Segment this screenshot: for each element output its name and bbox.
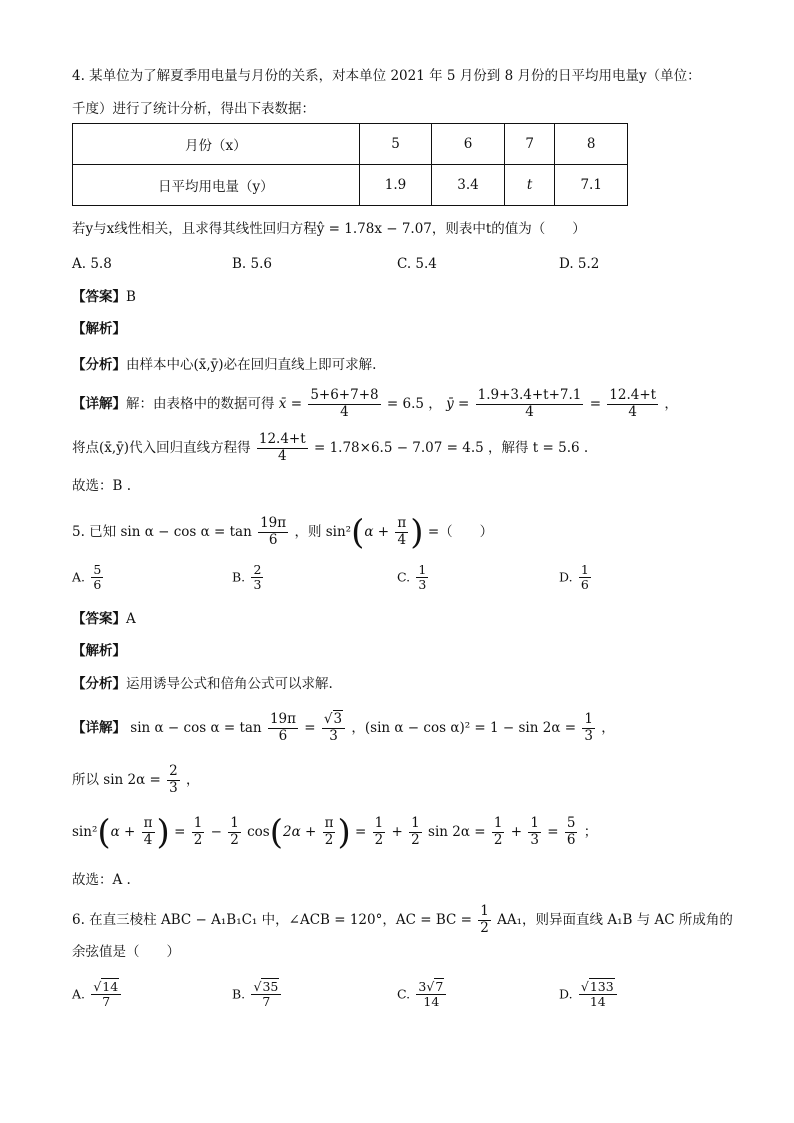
d3-plus: + xyxy=(391,824,403,840)
q6-stem-line2: 余弦值是（ ） xyxy=(72,944,180,960)
fraction-denominator: 3 xyxy=(169,780,178,796)
left-paren: ( xyxy=(97,812,111,853)
d3-pi-half xyxy=(323,816,336,848)
fenxi-tag: 【分析】 xyxy=(72,676,126,692)
fraction-denominator: 2 xyxy=(493,832,503,848)
answer-tag: 【答案】 xyxy=(72,289,126,305)
fraction-numerator: 1 xyxy=(493,815,503,832)
fraction-numerator: 1 xyxy=(480,903,489,920)
fraction-denominator: 2 xyxy=(411,832,420,848)
table-row xyxy=(73,124,628,165)
left-paren: ( xyxy=(269,812,283,853)
fraction-denominator: 6 xyxy=(278,728,288,744)
fraction-numerator: 3√7 xyxy=(416,980,446,995)
d3-inner2: 2α + xyxy=(282,824,317,840)
q4-detail-line2 xyxy=(72,430,588,466)
fraction-numerator: 1 xyxy=(374,815,384,832)
table-cell: t xyxy=(504,165,555,206)
detail-tag: 【详解】 xyxy=(72,396,126,412)
d3-pi-fraction xyxy=(142,816,155,848)
q6-stem-b: AA₁，则异面直线 A₁B 与 AC 所成角的 xyxy=(497,912,733,928)
fraction-denominator: 2 xyxy=(374,832,384,848)
d3-third xyxy=(528,816,541,848)
fraction-denominator: 3 xyxy=(584,728,593,744)
option-label: A. xyxy=(72,986,86,1002)
option-b xyxy=(232,563,265,593)
q5-fenxi xyxy=(72,674,333,694)
option-fraction xyxy=(251,980,281,1010)
option-a xyxy=(72,563,105,593)
q4-fenxi xyxy=(72,355,376,375)
q4-stem-line1: 4. 某单位为了解夏季用电量与月份的关系，对本单位 2021 年 5 月份到 8 月份的日平均用电量y（单位： xyxy=(72,68,701,84)
coefficient: 3 xyxy=(418,979,427,994)
d2-b: ， xyxy=(186,772,200,788)
radicand: 35 xyxy=(262,979,279,994)
fraction-denominator: 14 xyxy=(423,994,440,1010)
fraction-denominator: 6 xyxy=(93,577,102,593)
fraction-denominator: 4 xyxy=(277,448,287,464)
detail-tag: 【详解】 xyxy=(72,720,126,736)
option-c xyxy=(397,980,448,1010)
d3-half xyxy=(228,816,241,848)
q4-question: 若y与x线性相关，且求得其线性回归方程ŷ = 1.78x − 7.07，则表中t的值为（ ） xyxy=(72,221,586,237)
ybar-symbol: ȳ = xyxy=(446,396,470,412)
option-label: D. xyxy=(559,986,573,1002)
left-paren: ( xyxy=(351,512,365,553)
ybar-end: ， xyxy=(664,396,678,412)
fraction-numerator: 5+6+7+8 xyxy=(310,387,379,404)
xbar-result: = 6.5 ， xyxy=(386,396,442,412)
table-cell: 7 xyxy=(504,124,555,165)
fraction-numerator: 2 xyxy=(253,562,262,577)
d3-eq: = xyxy=(547,824,559,840)
fraction-numerator: π xyxy=(143,815,153,832)
radicand: 133 xyxy=(589,979,614,994)
detail-line2-result: = 1.78×6.5 − 7.07 = 4.5 ，解得 t = 5.6 . xyxy=(313,440,589,456)
fraction-denominator: 2 xyxy=(480,920,489,936)
option-a xyxy=(72,980,123,1010)
q5-stem-b: ，则 sin² xyxy=(294,524,352,540)
fraction-numerator: 1 xyxy=(530,815,539,832)
ybar-fraction xyxy=(476,388,584,420)
fraction-denominator: 4 xyxy=(397,532,407,548)
option-label: B. xyxy=(232,986,246,1002)
fraction-numerator: 19π xyxy=(269,711,296,728)
table-cell: 1.9 xyxy=(359,165,432,206)
table-cell: 7.1 xyxy=(555,165,628,206)
table-row xyxy=(73,165,628,206)
fraction-numerator: 19π xyxy=(260,515,287,532)
d3-minus: − xyxy=(210,824,222,840)
q6-stem-a: 6. 在直三棱柱 ABC − A₁B₁C₁ 中，∠ACB = 120°，AC = BC = xyxy=(72,912,472,928)
detail-intro: 解：由表格中的数据可得 xyxy=(126,396,275,412)
option-c: C. 5.4 xyxy=(397,256,437,272)
d1-d: ， xyxy=(601,720,615,736)
q5-detail-line2 xyxy=(72,760,200,800)
q4-conclusion: 故选：B . xyxy=(72,478,132,494)
fraction-denominator: 14 xyxy=(589,994,606,1010)
xbar-fraction xyxy=(308,388,380,420)
fraction-denominator: 3 xyxy=(329,728,338,744)
q4-answer xyxy=(72,287,136,307)
fraction-numerator: 1 xyxy=(411,815,420,832)
d2-a: 所以 sin 2α = xyxy=(72,772,161,788)
fraction-denominator: 6 xyxy=(268,532,278,548)
q4-stem-line2: 千度）进行了统计分析，得出下表数据： xyxy=(72,101,315,117)
fraction-denominator: 3 xyxy=(530,832,539,848)
fraction-denominator: 2 xyxy=(324,832,334,848)
option-fraction xyxy=(416,563,428,593)
fraction-numerator: 1.9+3.4+t+7.1 xyxy=(477,387,582,404)
option-d xyxy=(559,980,619,1010)
fraction-denominator: 4 xyxy=(340,404,349,420)
d3-a: sin² xyxy=(72,824,98,840)
d1-sqrt-fraction xyxy=(322,712,345,744)
option-b xyxy=(232,980,283,1010)
fraction-numerator: π xyxy=(397,515,407,532)
fraction-numerator: √14 xyxy=(91,980,121,995)
answer-value: B xyxy=(126,289,136,305)
option-fraction xyxy=(579,980,617,1010)
table-cell: 8 xyxy=(555,124,628,165)
q5-stem-pi-fraction xyxy=(395,516,408,548)
option-fraction xyxy=(579,563,591,593)
fraction-numerator: 1 xyxy=(418,562,427,577)
detail-line2-text: 将点(x̄,ȳ)代入回归直线方程得 xyxy=(72,440,251,456)
option-fraction xyxy=(91,563,103,593)
fraction-numerator: 1 xyxy=(580,562,589,577)
q5-stem-inner: α + xyxy=(364,524,390,540)
right-paren: ) xyxy=(156,812,170,853)
q5-stem xyxy=(72,512,493,552)
option-c xyxy=(397,563,430,593)
option-fraction xyxy=(416,980,446,1010)
d3-eq: = xyxy=(174,824,186,840)
fraction-denominator: 2 xyxy=(230,832,239,848)
d1-b: = xyxy=(304,720,316,736)
d3-half xyxy=(192,816,205,848)
table-header-label: 月份（x） xyxy=(73,124,360,165)
ybar-equals: = xyxy=(589,396,601,412)
fraction-numerator: √133 xyxy=(579,980,617,995)
answer-value: A xyxy=(126,611,136,627)
d3-end: ； xyxy=(583,824,598,840)
q4-detail-line1 xyxy=(72,386,678,422)
fraction-numerator: 1 xyxy=(230,815,239,832)
table-cell: 3.4 xyxy=(432,165,505,206)
d3-inner: α + xyxy=(110,824,136,840)
option-label: C. xyxy=(397,986,411,1002)
ybar-fraction-2 xyxy=(607,388,658,420)
option-label: A. xyxy=(72,569,86,585)
table-row-label: 日平均用电量（y） xyxy=(73,165,360,206)
d3-half xyxy=(409,816,422,848)
radicand: 7 xyxy=(435,979,444,994)
fraction-denominator: 4 xyxy=(628,404,637,420)
fraction-denominator: 4 xyxy=(525,404,534,420)
d3-sin: sin 2α = xyxy=(428,824,486,840)
d3-plus: + xyxy=(510,824,523,840)
d3-cos: cos xyxy=(247,824,270,840)
q5-conclusion: 故选：A . xyxy=(72,872,131,888)
option-b: B. 5.6 xyxy=(232,256,272,272)
fraction-numerator: 1 xyxy=(193,815,203,832)
answer-tag: 【答案】 xyxy=(72,611,126,627)
option-label: B. xyxy=(232,569,246,585)
d3-eq: = xyxy=(355,824,367,840)
xbar-symbol: x̄ = xyxy=(278,396,303,412)
fraction-numerator: √35 xyxy=(251,980,281,995)
q4-data-table xyxy=(72,123,628,206)
fraction-denominator: 4 xyxy=(143,832,153,848)
q5-answer xyxy=(72,609,136,629)
option-fraction xyxy=(251,563,263,593)
q6-stem xyxy=(72,900,733,940)
fraction-denominator: 3 xyxy=(253,577,262,593)
fraction-numerator: 1 xyxy=(584,711,593,728)
q6-stem-fraction xyxy=(478,904,491,936)
line2-fraction xyxy=(257,432,308,464)
d3-half xyxy=(492,816,505,848)
fenxi-text: 由样本中心(x̄,ȳ)必在回归直线上即可求解. xyxy=(126,357,377,373)
fraction-denominator: 7 xyxy=(102,994,111,1010)
d1-a: sin α − cos α = tan xyxy=(130,720,262,736)
option-label: C. xyxy=(397,569,411,585)
q5-detail-line3 xyxy=(72,810,597,854)
table-cell: 6 xyxy=(432,124,505,165)
fraction-denominator: 6 xyxy=(580,577,589,593)
d2-fraction xyxy=(167,764,180,796)
d3-half xyxy=(373,816,386,848)
q5-stem-a: 5. 已知 sin α − cos α = tan xyxy=(72,524,252,540)
d3-result xyxy=(565,816,578,848)
option-a: A. 5.8 xyxy=(72,256,112,272)
q5-analysis-tag: 【解析】 xyxy=(72,643,126,659)
d1-fraction-3 xyxy=(582,712,595,744)
fraction-numerator: √3 xyxy=(322,712,345,729)
right-paren: ) xyxy=(410,512,424,553)
fraction-denominator: 2 xyxy=(193,832,203,848)
q5-stem-c: =（ ） xyxy=(427,524,494,540)
right-paren: ) xyxy=(337,812,351,853)
fenxi-tag: 【分析】 xyxy=(72,357,126,373)
fraction-numerator: 2 xyxy=(169,763,178,780)
option-d xyxy=(559,563,593,593)
q5-detail-line1 xyxy=(72,708,615,748)
fraction-numerator: 5 xyxy=(93,562,102,577)
fraction-numerator: 5 xyxy=(566,815,576,832)
fraction-denominator: 3 xyxy=(418,577,427,593)
fraction-numerator: 12.4+t xyxy=(609,387,657,404)
d1-c: ，(sin α − cos α)² = 1 − sin 2α = xyxy=(351,720,577,736)
radicand: 14 xyxy=(102,979,119,994)
table-cell: 5 xyxy=(359,124,432,165)
option-fraction xyxy=(91,980,121,1010)
fraction-numerator: 12.4+t xyxy=(258,431,306,448)
option-label: D. xyxy=(559,569,573,585)
q5-stem-fraction xyxy=(258,516,288,548)
d1-fraction xyxy=(268,712,298,744)
radicand: 3 xyxy=(333,711,343,728)
fraction-numerator: π xyxy=(324,815,334,832)
fraction-denominator: 7 xyxy=(262,994,271,1010)
option-d: D. 5.2 xyxy=(559,256,600,272)
q4-analysis-tag: 【解析】 xyxy=(72,321,126,337)
fraction-denominator: 6 xyxy=(566,832,576,848)
fenxi-text: 运用诱导公式和倍角公式可以求解. xyxy=(126,676,333,692)
